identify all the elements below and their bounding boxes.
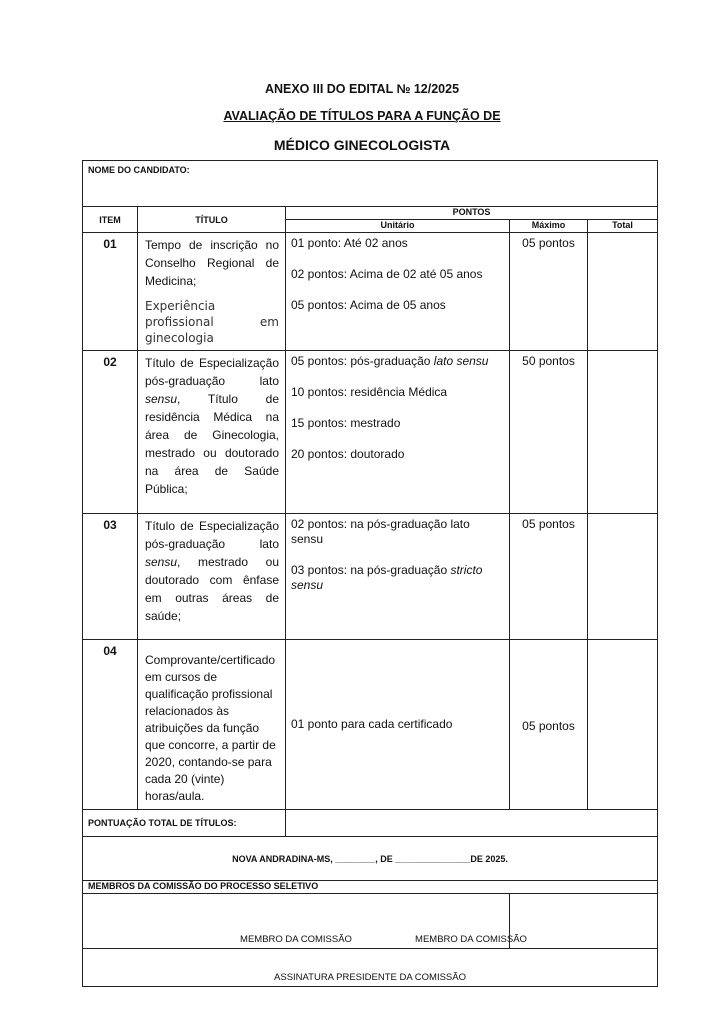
points-line: 20 pontos: doutorado <box>291 447 405 461</box>
points-line: 10 pontos: residência Médica <box>291 385 448 399</box>
points-line: 05 pontos: Acima de 05 anos <box>291 298 446 312</box>
col-titulo-header: TÍTULO <box>138 207 286 233</box>
item-title-italic: sensu <box>145 392 178 406</box>
item-title-text: Título de Especialização pós-graduação lato <box>145 519 279 551</box>
item-points <box>286 514 510 640</box>
table-row <box>83 233 658 351</box>
member-label: MEMBRO DA COMISSÃO <box>240 934 352 945</box>
item-number: 01 <box>83 233 138 351</box>
item-title-text: , Título de residência Médica na área de Ginecologia, mestrado ou doutorado na área de Saúde Pública; <box>145 392 279 496</box>
member-label: MEMBRO DA COMISSÃO <box>415 934 527 945</box>
member-signature-2[interactable] <box>415 894 658 949</box>
item-total-cell[interactable] <box>588 640 658 810</box>
points-text: 05 pontos: pós-graduação <box>291 354 434 368</box>
item-title-text: Comprovante/certificado em cursos de qualificação profissional relacionados às atribuições da função que concorre, a partir de 2020, contando-se para cada 20 (vinte) horas/aula. <box>145 653 276 803</box>
table-row <box>83 640 658 810</box>
col-item-header: ITEM <box>83 207 138 233</box>
points-line <box>291 563 504 593</box>
points-line: 01 ponto para cada certificado <box>291 717 453 731</box>
item-max: 05 pontos <box>510 514 588 640</box>
item-max: 05 pontos <box>510 233 588 351</box>
city-date-line: NOVA ANDRADINA-MS, ________, DE _______________DE 2025. <box>83 837 658 881</box>
candidate-name-field[interactable] <box>83 161 658 207</box>
col-pontos-header: PONTOS <box>286 207 658 220</box>
item-points <box>286 351 510 514</box>
role-title: MÉDICO GINECOLOGISTA <box>273 137 451 153</box>
points-italic: stricto sensu <box>291 563 483 592</box>
points-line: 01 ponto: Até 02 anos <box>291 236 408 250</box>
item-points <box>286 640 510 810</box>
item-title-italic: sensu <box>145 555 178 569</box>
points-text: 03 pontos: na pós-graduação <box>291 563 451 577</box>
points-line: 02 pontos: Acima de 02 até 05 anos <box>291 267 483 281</box>
item-title-text: Tempo de inscrição no Conselho Regional de Medicina; <box>145 238 279 288</box>
col-total-header: Total <box>588 220 658 233</box>
item-total-cell[interactable] <box>588 351 658 514</box>
item-number: 03 <box>83 514 138 640</box>
item-title-text: , mestrado ou doutorado com ênfase em outras áreas de saúde; <box>145 555 279 623</box>
points-italic: lato sensu <box>433 354 489 368</box>
president-label: ASSINATURA PRESIDENTE DA COMISSÃO <box>274 972 466 983</box>
item-max: 50 pontos <box>510 351 588 514</box>
item-title-text: Título de Especialização pós-graduação lato <box>145 356 279 388</box>
item-title <box>138 233 286 351</box>
item-title <box>138 351 286 514</box>
item-max: 05 pontos <box>510 640 588 810</box>
evaluation-table <box>82 160 658 987</box>
item-title <box>138 514 286 640</box>
total-score-label: PONTUAÇÃO TOTAL DE TÍTULOS: <box>83 810 286 837</box>
col-maximo-header: Máximo <box>510 220 588 233</box>
candidate-name-label: NOME DO CANDIDATO: <box>88 165 190 175</box>
annex-title: ANEXO III DO EDITAL № 12/2025 <box>264 82 460 96</box>
table-row <box>83 351 658 514</box>
table-row <box>83 514 658 640</box>
points-line: 15 pontos: mestrado <box>291 416 401 430</box>
item-total-cell[interactable] <box>588 514 658 640</box>
item-title <box>138 640 286 810</box>
item-title-extra: Experiência profissional em ginecologia <box>145 299 279 345</box>
col-unitario-header: Unitário <box>286 220 510 233</box>
item-total-cell[interactable] <box>588 233 658 351</box>
members-label: MEMBROS DA COMISSÃO DO PROCESSO SELETIVO <box>83 881 658 894</box>
president-signature[interactable] <box>83 949 658 987</box>
item-number: 02 <box>83 351 138 514</box>
evaluation-title: AVALIAÇÃO DE TÍTULOS PARA A FUNÇÃO DE <box>223 109 501 123</box>
item-number: 04 <box>83 640 138 810</box>
points-line: 02 pontos: na pós-graduação lato sensu <box>291 517 470 546</box>
item-points <box>286 233 510 351</box>
total-score-field[interactable] <box>286 810 658 837</box>
points-line <box>291 354 504 369</box>
